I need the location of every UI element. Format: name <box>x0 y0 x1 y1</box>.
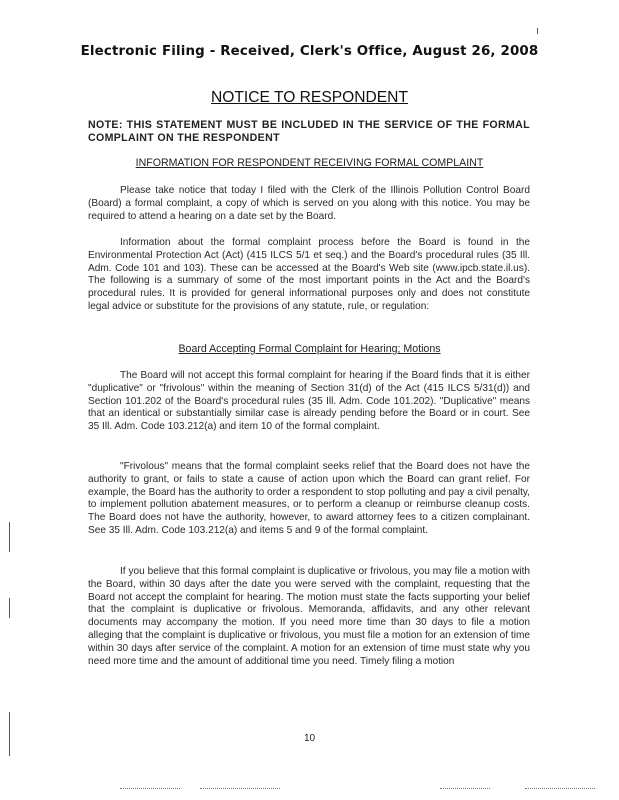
scan-mark-bottom-2 <box>200 788 280 789</box>
page-title: NOTICE TO RESPONDENT <box>211 89 408 106</box>
scan-mark-left-1 <box>9 522 10 552</box>
note-statement: NOTE: THIS STATEMENT MUST BE INCLUDED IN THE SERVICE OF THE FORMAL COMPLAINT ON THE RESPONDENT <box>88 119 530 144</box>
paragraph-motion: If you believe that this formal complaint is duplicative or frivolous, you may file a motion with the Board, within 30 days after the date you were served with the complaint, requesting that the Board not accept the complaint for hearing. The motion must state the facts supporting your belief that the complaint is duplicative or frivolous. Memoranda, affidavits, and any other relevant documents may accompany the motion. If you need more time than 30 days to file a motion alleging that the complaint is duplicative or frivolous, you must file a motion for an extension of time within 30 days after service of the complaint. A motion for an extension of time must state why you need more time and the amount of additional time you need. Timely filing a motion <box>88 566 530 667</box>
scan-mark-left-2 <box>9 598 10 618</box>
paragraph-duplicative: The Board will not accept this formal complaint for hearing if the Board finds that it is either "duplicative" or "frivolous" within the meaning of Section 31(d) of the Act (415 ILCS 5/31(d)) and Section 101.202 of the Board's procedural rules (35 Ill. Adm. Code 101.202). "Duplicative" means that an identical or substantially similar case is already pending before the Board or in court. See 35 Ill. Adm. Code 103.212(a) and item 10 of the formal complaint. <box>88 370 530 433</box>
page-number: 10 <box>303 733 316 744</box>
scan-mark-bottom-1 <box>120 788 180 789</box>
paragraph-frivolous: "Frivolous" means that the formal complaint seeks relief that the Board does not have the authority to grant, or fails to state a cause of action upon which the Board can grant relief. For example, the Board has the authority to order a respondent to stop polluting and pay a civil penalty, to implement pollution abatement measures, or to perform a cleanup or reimburse cleanup costs. The Board does not have the authority, however, to award attorney fees to a citizen complainant. See 35 Ill. Adm. Code 103.212(a) and items 5 and 9 of the formal complaint. <box>88 461 530 536</box>
scan-mark-top-right <box>537 28 538 34</box>
paragraph-notice: Please take notice that today I filed with the Clerk of the Illinois Pollution Control Board (Board) a formal complaint, a copy of which is served on you along with this notice. You may be required to attend a hearing on a date set by the Board. <box>88 185 530 222</box>
paragraph-information: Information about the formal complaint process before the Board is found in the Environmental Protection Act (Act) (415 ILCS 5/1 et seq.) and the Board's procedural rules (35 Ill. Adm. Code 101 and 103). These can be accessed at the Board's Web site (www.ipcb.state.il.us). The following is a summary of some of the most important points in the Act and the Board's procedural rules. It is provided for general informational purposes only and does not constitute legal advice or substitute for the provisions of any statute, rule, or regulation: <box>88 237 530 312</box>
section-heading-information: INFORMATION FOR RESPONDENT RECEIVING FORMAL COMPLAINT <box>135 157 484 169</box>
scan-mark-bottom-3 <box>440 788 490 789</box>
scan-mark-bottom-4 <box>525 788 595 789</box>
scan-mark-left-3 <box>9 712 10 756</box>
filing-stamp-header: Electronic Filing - Received, Clerk's Office, August 26, 2008 <box>80 44 539 59</box>
section-heading-board-accepting: Board Accepting Formal Complaint for Hearing; Motions <box>178 343 441 355</box>
